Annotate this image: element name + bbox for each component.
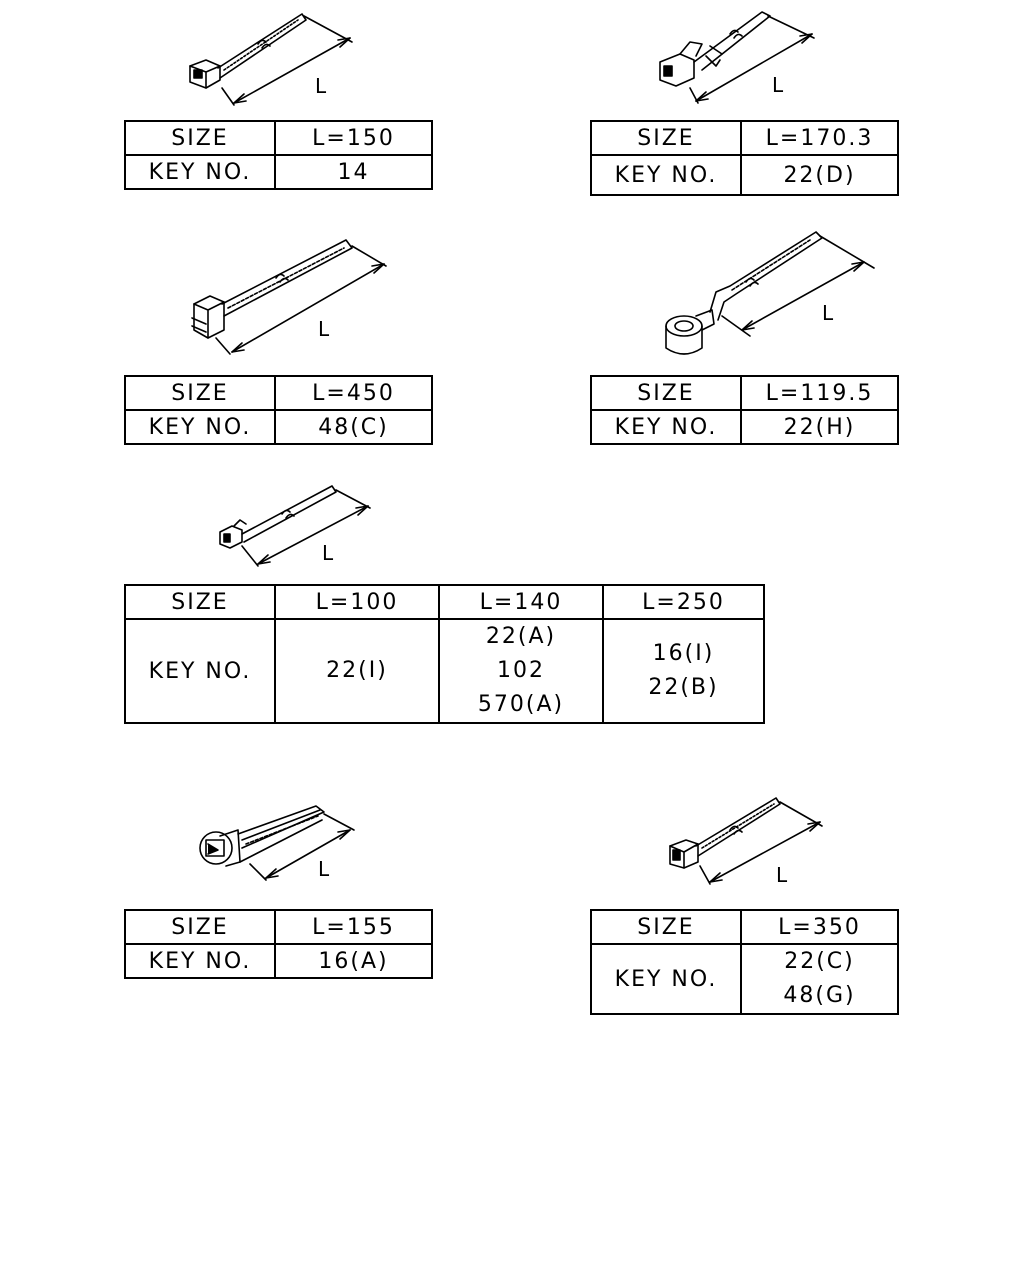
dimension-label: L xyxy=(322,541,334,565)
key-no-values xyxy=(275,619,439,723)
key-no-values xyxy=(603,619,764,723)
size-value: L=150 xyxy=(275,121,432,155)
key-no-value: 16(I) xyxy=(652,641,715,666)
size-value: L=100 xyxy=(275,585,439,619)
size-value: L=250 xyxy=(603,585,764,619)
size-header: SIZE xyxy=(125,376,275,410)
spec-table-5 xyxy=(124,584,765,724)
dimension-label: L xyxy=(772,73,784,97)
key-no-values xyxy=(439,619,603,723)
size-header: SIZE xyxy=(125,585,275,619)
cable-tie-illustration-6 xyxy=(190,800,370,894)
key-no-header: KEY NO. xyxy=(125,155,275,189)
key-no-value: 48(G) xyxy=(783,983,856,1008)
key-no-value: 570(A) xyxy=(477,692,565,717)
key-no-value: 22(A) xyxy=(485,624,557,649)
cable-tie-illustration-5 xyxy=(212,480,382,574)
spec-table-2 xyxy=(590,120,899,196)
spec-table-7 xyxy=(590,909,899,1015)
size-value: L=140 xyxy=(439,585,603,619)
cable-tie-illustration-4 xyxy=(660,228,880,362)
size-header: SIZE xyxy=(125,910,275,944)
size-header: SIZE xyxy=(591,376,741,410)
dimension-label: L xyxy=(315,74,327,98)
spec-table-1 xyxy=(124,120,433,190)
key-no-value: 16(A) xyxy=(275,944,432,978)
size-header: SIZE xyxy=(591,910,741,944)
size-value: L=119.5 xyxy=(741,376,898,410)
cable-tie-illustration-3 xyxy=(186,234,396,358)
key-no-value: 48(C) xyxy=(275,410,432,444)
key-no-header: KEY NO. xyxy=(591,944,741,1014)
cable-tie-illustration-1 xyxy=(180,8,370,112)
size-header: SIZE xyxy=(125,121,275,155)
key-no-value: 22(H) xyxy=(741,410,898,444)
key-no-value: 14 xyxy=(275,155,432,189)
dimension-label: L xyxy=(318,857,330,881)
spec-table-3 xyxy=(124,375,433,445)
key-no-header: KEY NO. xyxy=(125,619,275,723)
dimension-label: L xyxy=(822,301,834,325)
dimension-label: L xyxy=(776,863,788,887)
cable-tie-illustration-2 xyxy=(650,6,840,110)
spec-table-4 xyxy=(590,375,899,445)
key-no-value: 22(I) xyxy=(326,658,388,683)
size-value: L=350 xyxy=(741,910,898,944)
size-value: L=450 xyxy=(275,376,432,410)
dimension-label: L xyxy=(318,317,330,341)
size-value: L=170.3 xyxy=(741,121,898,155)
key-no-value: 102 xyxy=(497,658,545,683)
size-header: SIZE xyxy=(591,121,741,155)
key-no-header: KEY NO. xyxy=(591,410,741,444)
key-no-value: 22(D) xyxy=(741,155,898,195)
key-no-values xyxy=(741,944,898,1014)
cable-tie-illustration-7 xyxy=(660,790,840,894)
size-value: L=155 xyxy=(275,910,432,944)
key-no-header: KEY NO. xyxy=(125,944,275,978)
key-no-header: KEY NO. xyxy=(591,155,741,195)
key-no-value: 22(B) xyxy=(648,675,719,700)
spec-table-6 xyxy=(124,909,433,979)
key-no-header: KEY NO. xyxy=(125,410,275,444)
key-no-value: 22(C) xyxy=(784,949,855,974)
